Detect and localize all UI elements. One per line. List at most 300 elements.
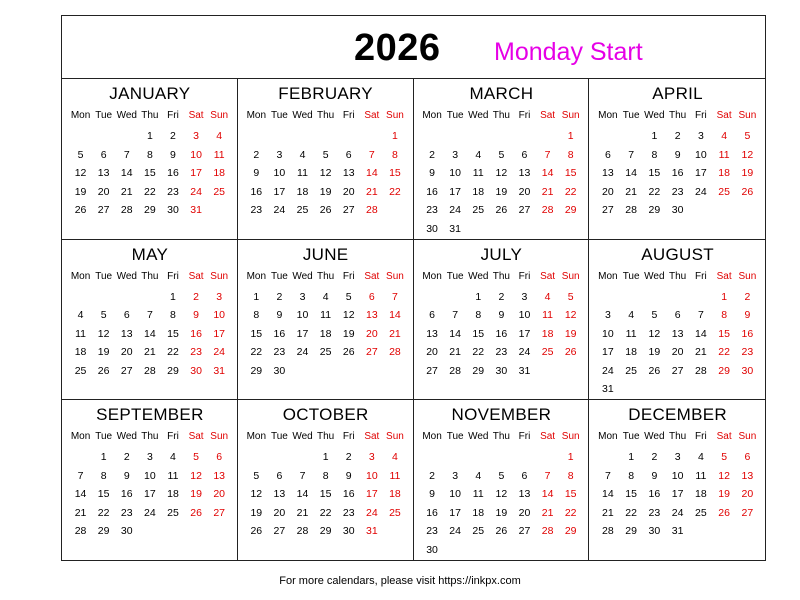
weekday-label: Sat	[188, 270, 204, 282]
month-february	[238, 79, 414, 240]
day-number: 28	[365, 204, 378, 216]
weekday-label: Mon	[70, 270, 91, 282]
day-number: 31	[365, 525, 378, 538]
day-number: 26	[718, 506, 730, 519]
day-number: 10	[213, 309, 226, 322]
day-number: 11	[695, 469, 707, 482]
day-number: 3	[697, 130, 704, 142]
day-number: 20	[426, 346, 438, 359]
day-number: 30	[741, 364, 754, 377]
month-december	[589, 400, 765, 561]
day-grid	[69, 127, 231, 220]
day-number: 9	[253, 167, 260, 179]
day-number: 28	[120, 204, 133, 216]
day-number: 2	[429, 469, 435, 482]
day-number: 5	[193, 451, 199, 464]
day-number: 8	[392, 148, 398, 161]
day-number: 17	[190, 167, 202, 179]
weekday-label: Wed	[116, 431, 137, 443]
empty-cell	[444, 448, 467, 467]
weekday-label: Tue	[446, 110, 464, 121]
day-number: 20	[365, 327, 378, 340]
weekday-header	[245, 107, 407, 125]
month-name: JANUARY	[109, 84, 191, 103]
day-grid	[245, 288, 407, 381]
day-number: 28	[541, 525, 554, 538]
day-number: 14	[695, 327, 707, 340]
day-number: 30	[120, 525, 133, 538]
day-number: 30	[648, 525, 661, 538]
day-number: 23	[671, 185, 684, 198]
day-number: 23	[741, 346, 754, 359]
day-number: 6	[368, 290, 375, 303]
day-number: 7	[604, 469, 611, 482]
day-number: 29	[718, 364, 730, 377]
day-number: 1	[146, 130, 153, 142]
day-number: 29	[144, 204, 156, 216]
day-number: 3	[216, 290, 223, 303]
day-number: 15	[718, 327, 730, 340]
weekday-label: Fri	[167, 110, 179, 121]
weekday-label: Tue	[446, 270, 464, 282]
month-name: MARCH	[469, 84, 534, 103]
weekday-label: Wed	[292, 110, 313, 121]
week-start-label: Monday Start	[494, 38, 643, 66]
day-number: 18	[472, 506, 485, 519]
day-number: 13	[426, 327, 438, 340]
day-number: 14	[120, 167, 133, 179]
weekday-label: Mon	[422, 270, 442, 282]
day-number: 5	[253, 469, 260, 482]
month-name: JUNE	[302, 244, 349, 264]
weekday-label: Wed	[116, 270, 137, 282]
month-may	[62, 240, 238, 401]
day-number: 9	[276, 309, 283, 322]
day-number: 17	[602, 346, 614, 359]
empty-cell	[620, 288, 643, 307]
day-number: 15	[389, 167, 401, 179]
day-number: 6	[123, 309, 130, 322]
day-number: 29	[97, 525, 110, 538]
day-number: 13	[602, 167, 614, 179]
day-number: 31	[213, 364, 226, 377]
day-number: 5	[322, 148, 329, 161]
month-name: AUGUST	[641, 244, 714, 264]
day-number: 1	[475, 290, 482, 303]
day-number: 21	[74, 506, 87, 519]
weekday-label: Wed	[468, 431, 489, 443]
weekday-header	[596, 428, 759, 446]
day-number: 25	[541, 346, 554, 359]
day-grid	[69, 288, 231, 381]
day-number: 8	[721, 309, 728, 322]
empty-cell	[69, 288, 92, 307]
day-number: 27	[518, 525, 531, 538]
month-name: JULY	[480, 244, 523, 264]
day-number: 13	[120, 327, 133, 340]
weekday-label: Sat	[364, 110, 380, 121]
day-number: 13	[365, 309, 378, 322]
empty-cell	[421, 288, 444, 307]
day-grid	[421, 288, 583, 381]
day-number: 27	[120, 364, 133, 377]
day-number: 11	[472, 488, 484, 501]
day-number: 8	[146, 148, 153, 161]
day-number: 1	[567, 451, 574, 464]
day-number: 14	[541, 167, 554, 179]
empty-cell	[291, 127, 314, 146]
day-number: 14	[74, 488, 87, 501]
day-number: 14	[389, 309, 401, 322]
day-number: 20	[602, 185, 614, 198]
month-august	[589, 240, 765, 401]
day-number: 24	[144, 506, 156, 519]
day-number: 28	[541, 204, 554, 216]
day-number: 24	[296, 346, 309, 359]
day-number: 12	[741, 148, 754, 161]
weekday-label: Fri	[518, 270, 531, 282]
day-number: 22	[250, 346, 263, 359]
empty-cell	[138, 288, 161, 307]
day-number: 24	[190, 185, 202, 198]
day-number: 20	[518, 506, 531, 519]
day-number: 8	[253, 309, 260, 322]
weekday-label: Mon	[422, 431, 442, 443]
day-number: 1	[567, 130, 574, 142]
weekday-header	[421, 268, 583, 286]
weekday-label: Thu	[141, 270, 159, 282]
day-number: 3	[146, 451, 153, 464]
day-number: 25	[296, 204, 309, 216]
weekday-label: Thu	[141, 110, 159, 121]
weekday-header	[596, 107, 759, 125]
day-number: 15	[319, 488, 332, 501]
day-number: 21	[144, 346, 156, 359]
day-number: 2	[429, 148, 435, 161]
day-grid	[245, 127, 407, 220]
day-number: 2	[345, 451, 352, 464]
day-number: 7	[299, 469, 306, 482]
day-number: 27	[518, 204, 531, 216]
empty-cell	[444, 127, 467, 146]
day-number: 9	[345, 469, 352, 482]
empty-cell	[490, 448, 513, 467]
day-number: 17	[449, 506, 461, 519]
calendar-header	[62, 16, 765, 79]
empty-cell	[421, 127, 444, 146]
day-number: 19	[319, 185, 332, 198]
empty-cell	[513, 127, 536, 146]
day-number: 29	[167, 364, 179, 377]
day-number: 12	[495, 167, 508, 179]
day-number: 13	[518, 488, 531, 501]
day-number: 9	[429, 488, 435, 501]
day-number: 22	[472, 346, 485, 359]
day-number: 12	[495, 488, 508, 501]
day-number: 30	[495, 364, 508, 377]
day-number: 5	[567, 290, 574, 303]
day-number: 16	[741, 327, 754, 340]
day-number: 15	[472, 327, 485, 340]
day-number: 7	[392, 290, 398, 303]
weekday-label: Thu	[669, 270, 687, 282]
day-number: 6	[521, 148, 528, 161]
day-number: 11	[625, 327, 637, 340]
day-number: 30	[273, 364, 286, 377]
day-number: 19	[648, 346, 661, 359]
day-number: 18	[541, 327, 554, 340]
weekday-label: Fri	[342, 270, 355, 282]
day-number: 11	[213, 148, 225, 161]
weekday-label: Sat	[540, 110, 556, 121]
day-number: 3	[604, 309, 611, 322]
day-number: 2	[744, 290, 751, 303]
day-number: 25	[389, 506, 401, 519]
day-number: 16	[426, 185, 438, 198]
day-number: 31	[602, 383, 614, 396]
empty-cell	[444, 288, 467, 307]
empty-cell	[291, 448, 314, 467]
empty-cell	[115, 127, 138, 146]
day-number: 21	[695, 346, 707, 359]
empty-cell	[536, 448, 559, 467]
day-number: 21	[389, 327, 401, 340]
day-number: 29	[472, 364, 485, 377]
weekday-label: Tue	[95, 110, 113, 121]
day-number: 23	[426, 204, 438, 216]
day-number: 25	[167, 506, 179, 519]
day-number: 24	[213, 346, 226, 359]
day-number: 8	[567, 469, 574, 482]
day-number: 23	[495, 346, 508, 359]
day-number: 16	[495, 327, 508, 340]
day-number: 10	[296, 309, 309, 322]
day-number: 18	[389, 488, 401, 501]
day-number: 29	[564, 204, 577, 216]
day-number: 2	[651, 451, 658, 464]
day-number: 16	[190, 327, 202, 340]
weekday-label: Fri	[695, 110, 707, 121]
empty-cell	[620, 127, 643, 146]
day-number: 27	[671, 364, 684, 377]
day-number: 10	[273, 167, 286, 179]
weekday-label: Fri	[695, 270, 707, 282]
empty-cell	[314, 127, 337, 146]
day-number: 7	[123, 148, 130, 161]
empty-cell	[467, 448, 490, 467]
day-number: 21	[602, 506, 614, 519]
day-number: 9	[193, 309, 199, 322]
day-number: 20	[273, 506, 286, 519]
day-number: 15	[648, 167, 661, 179]
empty-cell	[596, 448, 619, 467]
day-number: 5	[721, 451, 728, 464]
day-number: 29	[564, 525, 577, 538]
day-number: 6	[345, 148, 352, 161]
day-number: 23	[426, 525, 438, 538]
day-number: 5	[498, 469, 505, 482]
month-june	[238, 240, 414, 401]
day-number: 24	[449, 525, 461, 538]
day-number: 11	[320, 309, 332, 322]
weekday-header	[245, 268, 407, 286]
day-number: 2	[123, 451, 130, 464]
weekday-label: Thu	[669, 110, 687, 121]
day-number: 1	[100, 451, 107, 464]
day-number: 24	[273, 204, 286, 216]
day-number: 9	[170, 148, 176, 161]
day-number: 19	[564, 327, 577, 340]
weekday-header	[421, 107, 583, 125]
weekday-label: Mon	[70, 110, 91, 121]
day-number: 18	[319, 327, 332, 340]
weekday-header	[596, 268, 759, 286]
day-number: 11	[75, 327, 86, 340]
day-number: 2	[253, 148, 260, 161]
day-number: 11	[472, 167, 484, 179]
day-number: 19	[495, 185, 508, 198]
day-number: 19	[250, 506, 263, 519]
day-number: 12	[718, 469, 730, 482]
weekday-label: Fri	[342, 431, 355, 443]
day-number: 6	[744, 451, 751, 464]
day-number: 14	[365, 167, 378, 179]
day-number: 22	[718, 346, 730, 359]
day-number: 21	[120, 185, 133, 198]
day-number: 16	[648, 488, 661, 501]
empty-cell	[115, 288, 138, 307]
weekday-label: Fri	[695, 431, 707, 443]
weekday-label: Thu	[317, 270, 335, 282]
day-number: 10	[518, 309, 531, 322]
day-number: 9	[651, 469, 658, 482]
day-number: 24	[518, 346, 531, 359]
day-number: 24	[695, 185, 707, 198]
day-number: 5	[77, 148, 84, 161]
empty-cell	[643, 288, 666, 307]
day-number: 11	[297, 167, 308, 179]
day-number: 13	[671, 327, 684, 340]
day-number: 12	[97, 327, 110, 340]
day-number: 26	[741, 185, 754, 198]
day-number: 9	[429, 167, 435, 179]
day-number: 12	[74, 167, 87, 179]
day-number: 10	[602, 327, 614, 340]
month-september	[62, 400, 238, 561]
empty-cell	[268, 448, 291, 467]
day-grid	[596, 448, 759, 541]
weekday-label: Sun	[210, 431, 229, 443]
month-april	[589, 79, 765, 240]
day-number: 13	[342, 167, 355, 179]
day-number: 25	[625, 364, 637, 377]
month-name: APRIL	[652, 84, 703, 103]
day-number: 10	[449, 488, 461, 501]
day-number: 2	[498, 290, 505, 303]
day-number: 22	[564, 185, 577, 198]
day-number: 27	[273, 525, 286, 538]
weekday-label: Mon	[246, 431, 267, 443]
day-number: 21	[541, 185, 554, 198]
day-number: 19	[342, 327, 355, 340]
day-number: 3	[276, 148, 283, 161]
day-number: 28	[602, 525, 614, 538]
day-number: 20	[518, 185, 531, 198]
day-number: 16	[167, 167, 179, 179]
day-number: 19	[97, 346, 110, 359]
day-number: 22	[167, 346, 179, 359]
day-number: 17	[449, 185, 461, 198]
day-number: 26	[319, 204, 332, 216]
day-number: 5	[498, 148, 505, 161]
day-number: 27	[365, 346, 378, 359]
day-number: 2	[276, 290, 283, 303]
day-number: 5	[345, 290, 352, 303]
weekday-label: Tue	[446, 431, 464, 443]
day-number: 24	[449, 204, 461, 216]
day-number: 16	[426, 506, 438, 519]
day-grid	[69, 448, 231, 541]
day-number: 7	[77, 469, 84, 482]
day-number: 1	[628, 451, 635, 464]
empty-cell	[689, 288, 712, 307]
day-number: 8	[100, 469, 107, 482]
day-number: 4	[544, 290, 551, 303]
day-number: 5	[744, 130, 751, 142]
day-number: 12	[648, 327, 661, 340]
day-number: 30	[342, 525, 355, 538]
day-number: 11	[542, 309, 554, 322]
month-july	[414, 240, 590, 401]
footer-note: For more calendars, please visit https://inkpx.com	[279, 575, 521, 587]
day-number: 19	[190, 488, 202, 501]
empty-cell	[513, 448, 536, 467]
weekday-header	[69, 107, 231, 125]
empty-cell	[337, 127, 360, 146]
day-number: 17	[144, 488, 156, 501]
day-number: 20	[120, 346, 133, 359]
day-number: 3	[452, 469, 459, 482]
day-number: 3	[452, 148, 459, 161]
day-number: 21	[625, 185, 637, 198]
day-number: 26	[190, 506, 202, 519]
month-grid	[62, 79, 765, 561]
weekday-label: Sat	[188, 431, 204, 443]
day-number: 28	[389, 346, 401, 359]
day-number: 29	[319, 525, 332, 538]
day-number: 15	[625, 488, 637, 501]
weekday-header	[245, 428, 407, 446]
day-number: 12	[342, 309, 355, 322]
weekday-header	[421, 428, 583, 446]
weekday-label: Thu	[317, 110, 335, 121]
month-name: SEPTEMBER	[96, 405, 204, 425]
day-number: 4	[170, 451, 176, 464]
day-number: 13	[741, 469, 754, 482]
weekday-label: Wed	[468, 270, 489, 282]
weekday-label: Wed	[292, 270, 313, 282]
day-number: 4	[628, 309, 635, 322]
day-number: 22	[144, 185, 156, 198]
empty-cell	[245, 448, 268, 467]
day-number: 15	[144, 167, 156, 179]
day-number: 30	[426, 222, 438, 235]
weekday-label: Tue	[622, 110, 640, 121]
day-number: 18	[296, 185, 309, 198]
weekday-label: Sun	[386, 110, 404, 121]
day-number: 13	[273, 488, 286, 501]
day-number: 15	[250, 327, 263, 340]
